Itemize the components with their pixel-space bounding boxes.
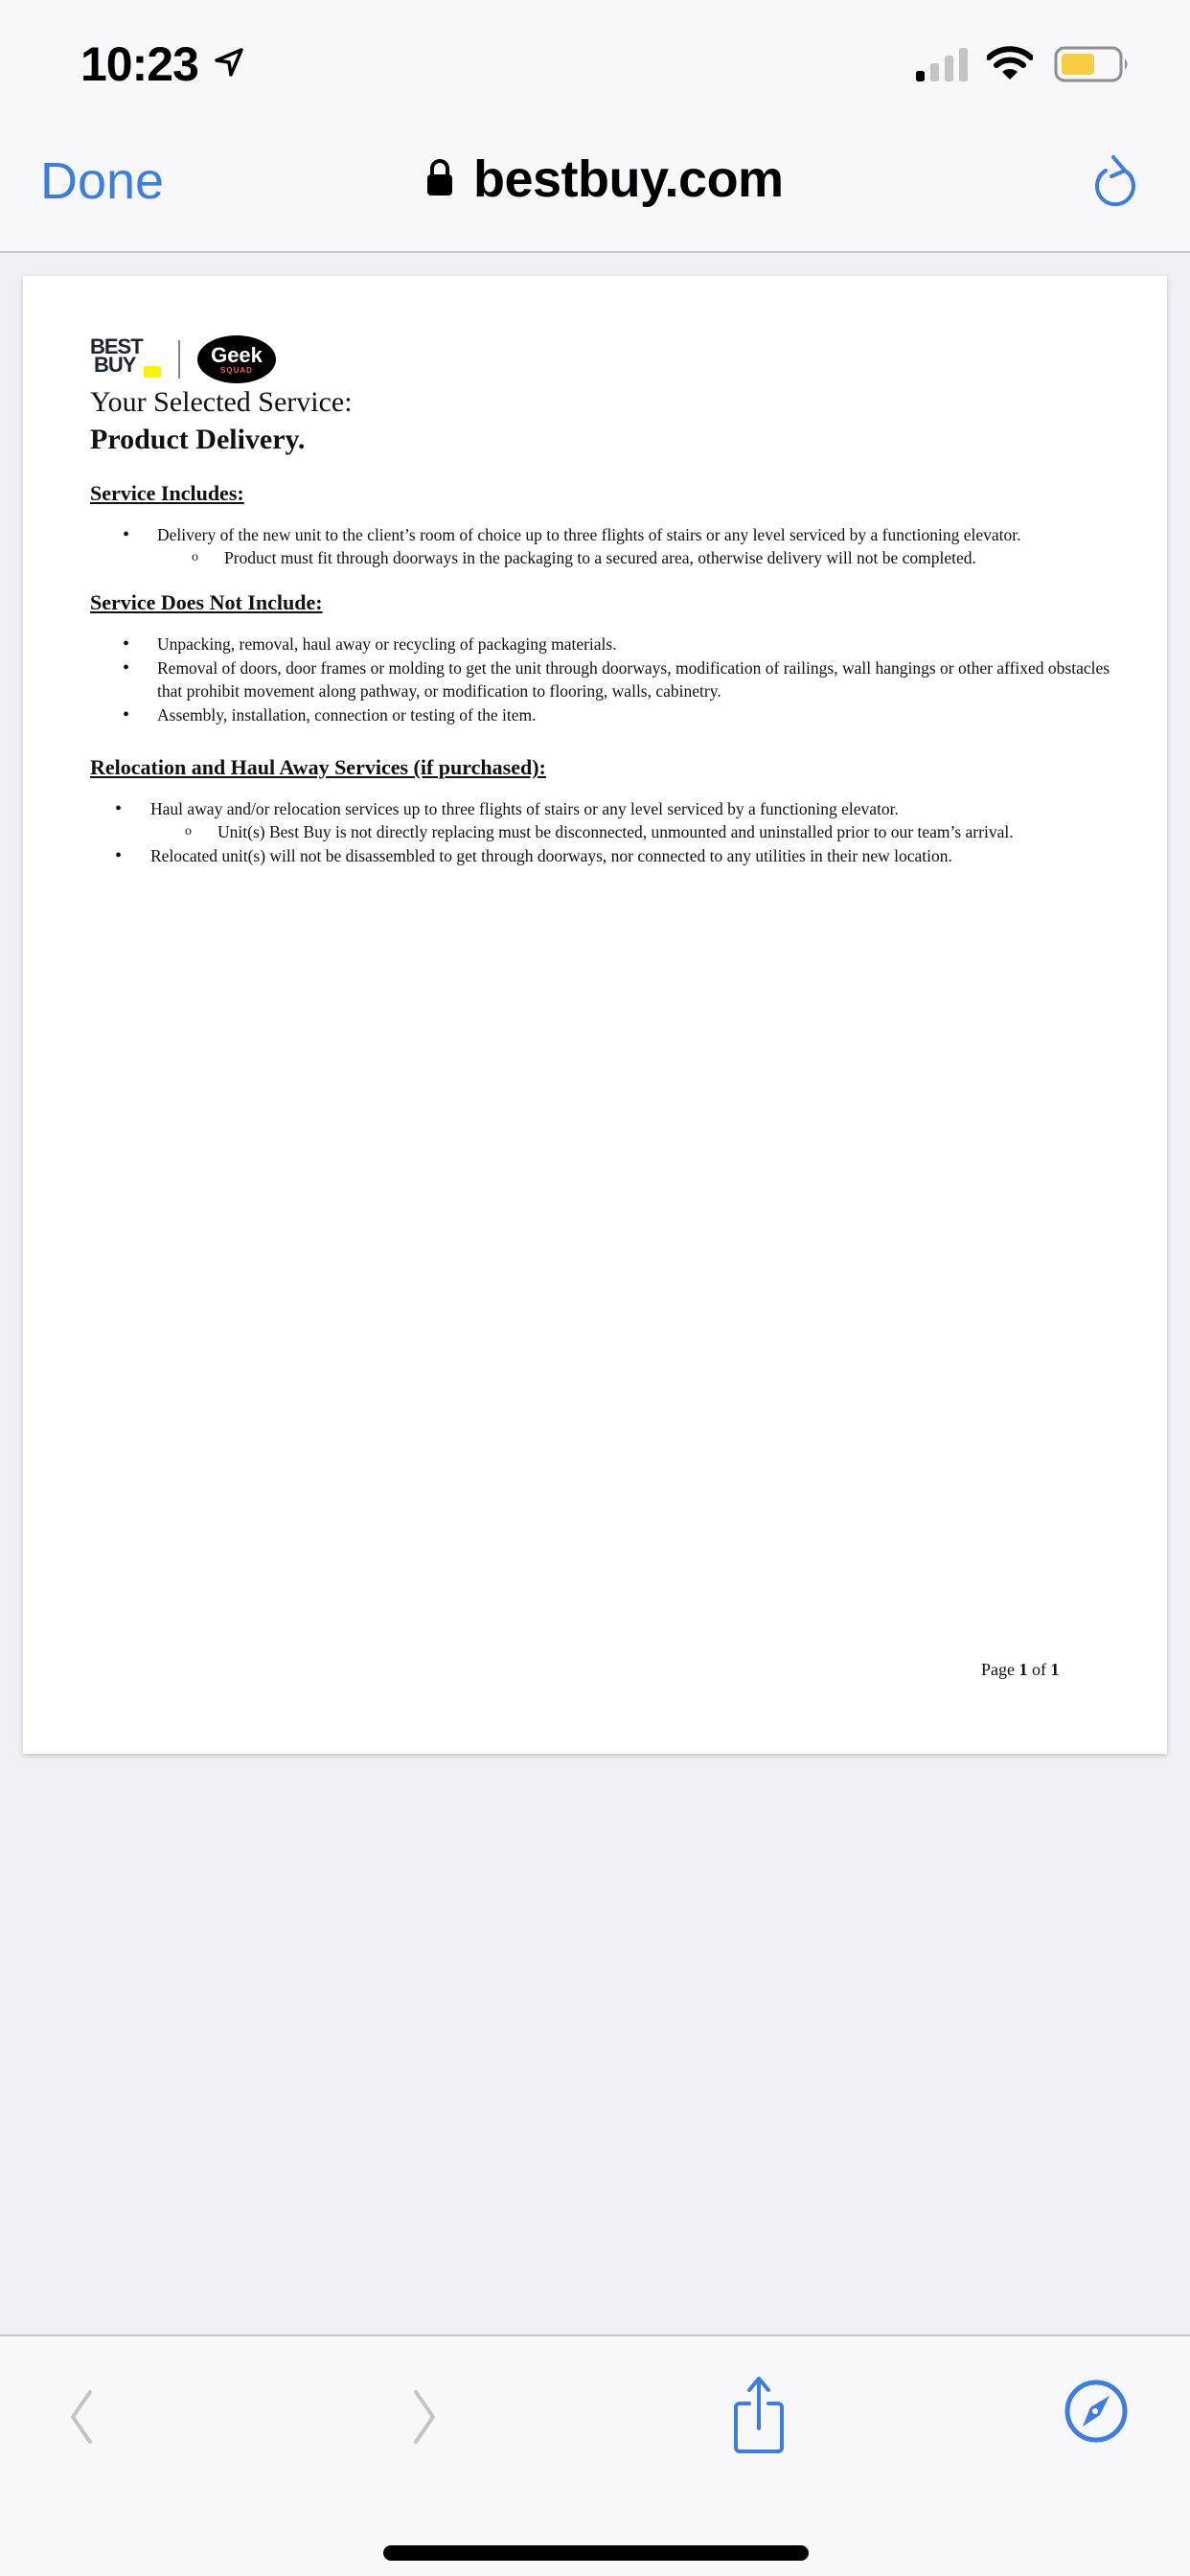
list-item: • Haul away and/or relocation services up to three flights of stairs or any level serviced by a functioning elevator. o Unit(s) Best Buy is not directly replacing must be disconnected, unmounted and uninstalled prior to our team’s arrival. [90,797,1125,843]
selected-service-label: Your Selected Service: [90,386,353,418]
location-arrow-icon [213,46,245,83]
list-item: • Relocated unit(s) will not be disassembled to get through doorways, nor connected to any utilities in their new location. [90,844,1125,867]
lock-icon [425,158,454,201]
brand-logos [90,334,1125,385]
selected-service-value: Product Delivery. [90,424,306,455]
list-item: • Removal of doors, door frames or molding to get the unit through doorways, modification of railings, wall hangings or other affixed obstacles that prohibit movement along pathway, or modification to flooring, walls, cabinetry. [90,656,1125,702]
section-service-includes [90,479,1125,569]
best-buy-logo: BEST BUY [90,337,157,381]
section-relocation-haul-away [90,753,1125,867]
share-icon[interactable] [728,2375,790,2460]
status-bar [0,0,1190,125]
compass-icon[interactable] [1064,2379,1129,2449]
status-time: 10:23 [80,37,198,91]
url-display[interactable] [425,150,784,209]
list-item: • Assembly, installation, connection or testing of the item. [90,703,1125,726]
wifi-icon [987,46,1033,85]
section-heading: Service Does Not Include: [90,590,323,614]
home-indicator[interactable] [383,2545,809,2561]
sub-list-item: o Product must fit through doorways in the packaging to a secured area, otherwise delivery will not be completed. [157,546,1125,569]
battery-icon [1054,46,1131,87]
safari-view-header [0,125,1190,253]
bottom-toolbar [0,2334,1190,2576]
geek-squad-logo: Geek SQUAD [197,335,276,383]
document-content [90,334,1125,868]
section-heading: Service Includes: [90,481,244,505]
page-indicator: Page 1 of 1 [981,1660,1060,1679]
logo-divider [178,340,180,379]
pdf-page [23,276,1167,1754]
pdf-viewer[interactable] [0,255,1190,2334]
cellular-signal-icon [916,48,970,87]
done-button[interactable]: Done [40,152,165,210]
section-heading: Relocation and Haul Away Services (if purchased): [90,755,546,779]
list-item: • Delivery of the new unit to the client’s room of choice up to three flights of stairs or any level serviced by a functioning elevator. o Product must fit through doorways in the packaging to a secured area, otherwise delivery will not be completed. [90,523,1125,569]
chevron-left-icon[interactable] [61,2384,100,2450]
chevron-right-icon[interactable] [406,2384,445,2450]
list-item: • Unpacking, removal, haul away or recycling of packaging materials. [90,632,1125,656]
reload-icon[interactable] [1090,153,1138,216]
section-service-does-not-include [90,588,1125,726]
sub-list-item: o Unit(s) Best Buy is not directly replacing must be disconnected, unmounted and uninstalled prior to our team’s arrival. [150,820,1125,843]
url-text: bestbuy.com [473,150,784,208]
best-buy-tag-icon [144,366,161,378]
